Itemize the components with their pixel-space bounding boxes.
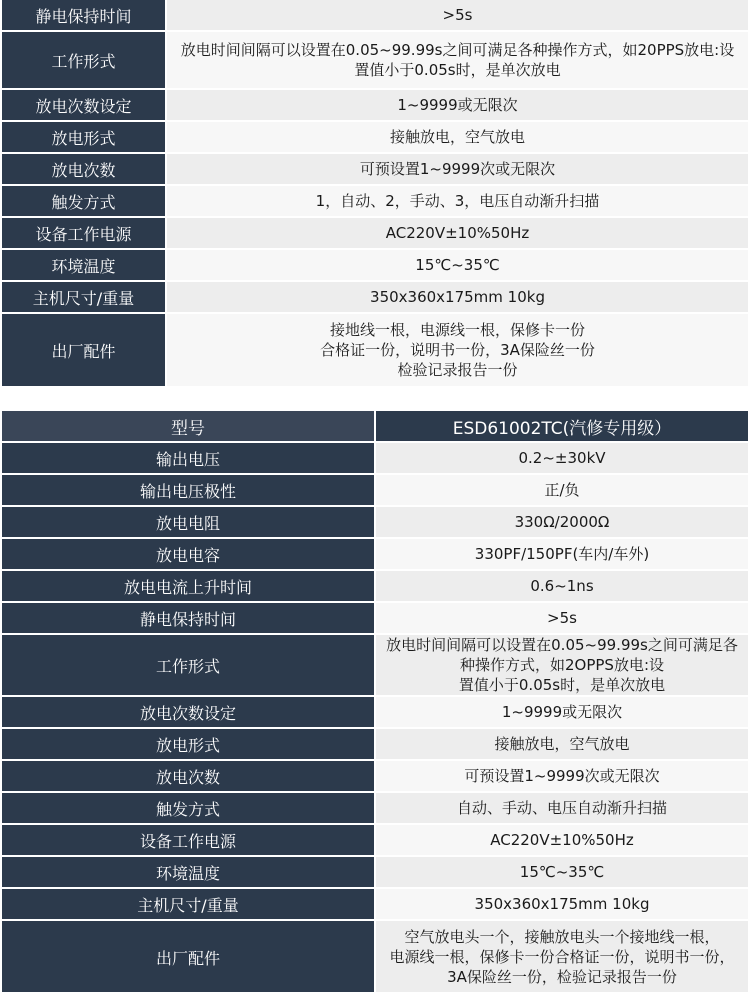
- spec-value-line: 空气放电头一个，接触放电头一个接地线一根，: [404, 928, 720, 946]
- spec-row: [2, 539, 748, 569]
- spec-value: [376, 889, 748, 919]
- spec-row: [2, 475, 748, 505]
- spec-value-line: 350x360x175mm 10kg: [370, 288, 545, 306]
- spec-row: [2, 635, 748, 695]
- spec-value-line: 1，自动、2，手动、3，电压自动渐升扫描: [315, 192, 600, 210]
- spec-label: 放电电流上升时间: [2, 571, 374, 601]
- spec-value-line: 0.2~±30kV: [518, 449, 606, 467]
- spec-value-line: 330PF/150PF(车内/车外): [474, 545, 650, 563]
- spec-label: 触发方式: [2, 793, 374, 823]
- spec-value: [167, 32, 748, 88]
- spec-row: [2, 729, 748, 759]
- spec-row: [2, 314, 748, 386]
- spec-label: 放电次数设定: [2, 90, 165, 120]
- spec-value-line: 可预设置1~9999次或无限次: [464, 767, 660, 785]
- spec-value: [167, 282, 748, 312]
- spec-value: [376, 729, 748, 759]
- spec-value: [376, 507, 748, 537]
- spec-label: 出厂配件: [2, 314, 165, 386]
- spec-value-line: 合格证一份，说明书一份，3A保险丝一份: [320, 341, 595, 359]
- spec-value: [167, 154, 748, 184]
- spec-label: 环境温度: [2, 250, 165, 280]
- spec-value-line: 0.6~1ns: [530, 577, 594, 595]
- spec-row: [2, 122, 748, 152]
- spec-value-line: 置值小于0.05s时，是单次放电: [354, 61, 561, 79]
- spec-value-line: 放电时间间隔可以设置在0.05~99.99s之间可满足各种操作方式，如20PPS放电:设: [180, 41, 735, 59]
- spec-value-line: 接地线一根，电源线一根，保修卡一份: [329, 321, 585, 339]
- spec-table-1: [0, 0, 750, 388]
- spec-label: 设备工作电源: [2, 825, 374, 855]
- spec-label: 放电电阻: [2, 507, 374, 537]
- spec-label: 放电次数: [2, 761, 374, 791]
- spec-value: [376, 825, 748, 855]
- spec-label: 设备工作电源: [2, 218, 165, 248]
- spec-row: [2, 921, 748, 992]
- spec-table-1-body: [2, 0, 748, 386]
- spec-row: [2, 507, 748, 537]
- spec-row: [2, 793, 748, 823]
- spec-value-line: AC220V±10%50Hz: [490, 831, 634, 849]
- spec-row: [2, 250, 748, 280]
- spec-row: [2, 761, 748, 791]
- spec-row: [2, 282, 748, 312]
- spec-table-2: [0, 409, 750, 992]
- model-value: ESD61002TC(汽修专用级）: [376, 411, 748, 441]
- spec-value: [167, 250, 748, 280]
- spec-value: [376, 603, 748, 633]
- spec-row: [2, 603, 748, 633]
- spec-value: [376, 921, 748, 992]
- spec-label: 主机尺寸/重量: [2, 889, 374, 919]
- spec-value-line: >5s: [547, 609, 577, 627]
- spec-label: 放电电容: [2, 539, 374, 569]
- spec-value: [376, 761, 748, 791]
- spec-value: [167, 218, 748, 248]
- spec-label: 工作形式: [2, 635, 374, 695]
- spec-label: 主机尺寸/重量: [2, 282, 165, 312]
- spec-value-line: 1~9999或无限次: [397, 96, 518, 114]
- spec-row: [2, 697, 748, 727]
- spec-label: 输出电压极性: [2, 475, 374, 505]
- spec-value: [167, 90, 748, 120]
- spec-value-line: 15℃~35℃: [519, 863, 605, 881]
- spec-value-line: 3A保险丝一份，检验记录报告一份: [447, 968, 677, 986]
- spec-value-line: 正/负: [544, 481, 580, 499]
- spec-value-line: 可预设置1~9999次或无限次: [359, 160, 556, 178]
- spec-row: [2, 443, 748, 473]
- spec-table-2-body: [2, 411, 748, 992]
- spec-value: [376, 571, 748, 601]
- spec-value-line: AC220V±10%50Hz: [385, 224, 530, 242]
- spec-value: [376, 635, 748, 695]
- spec-row: [2, 857, 748, 887]
- spec-label: 放电次数: [2, 154, 165, 184]
- spec-row: [2, 32, 748, 88]
- spec-value: [167, 314, 748, 386]
- spec-value: [376, 539, 748, 569]
- spec-value-line: 放电时间间隔可以设置在0.05~99.99s之间可满足各种操作方式，如2OPPS放电:设: [386, 636, 738, 674]
- spec-value-line: 自动、手动、电压自动渐升扫描: [456, 799, 667, 817]
- spec-row: [2, 154, 748, 184]
- spec-row: [2, 186, 748, 216]
- spec-row: [2, 825, 748, 855]
- spec-row: [2, 0, 748, 30]
- model-label: 型号: [2, 411, 374, 441]
- spec-value-line: 15℃~35℃: [415, 256, 500, 274]
- spec-value-line: >5s: [442, 6, 473, 24]
- spec-value: [167, 122, 748, 152]
- spec-value: [376, 475, 748, 505]
- spec-label: 放电形式: [2, 122, 165, 152]
- spec-row: [2, 571, 748, 601]
- spec-label: 触发方式: [2, 186, 165, 216]
- spec-label: 静电保持时间: [2, 603, 374, 633]
- spec-value-line: 接触放电，空气放电: [389, 128, 525, 146]
- spec-value-line: 电源线一根，保修卡一份合格证一份，说明书一份，: [389, 948, 735, 966]
- spec-value-line: 检验记录报告一份: [397, 361, 518, 379]
- spec-label: 输出电压: [2, 443, 374, 473]
- spec-label: 工作形式: [2, 32, 165, 88]
- spec-value: [376, 697, 748, 727]
- spec-value: [376, 857, 748, 887]
- spec-label: 放电形式: [2, 729, 374, 759]
- spec-row: [2, 90, 748, 120]
- spec-value: [167, 186, 748, 216]
- spec-value-line: 330Ω/2000Ω: [514, 513, 610, 531]
- spec-value: [167, 0, 748, 30]
- spec-row: [2, 218, 748, 248]
- spec-row: [2, 889, 748, 919]
- spec-value: [376, 793, 748, 823]
- model-header-row: [2, 411, 748, 441]
- spec-value-line: 1~9999或无限次: [501, 703, 623, 721]
- spec-value: [376, 443, 748, 473]
- spec-value-line: 350x360x175mm 10kg: [474, 895, 650, 913]
- spec-label: 放电次数设定: [2, 697, 374, 727]
- spec-value-line: 接触放电，空气放电: [494, 735, 630, 753]
- spec-label: 出厂配件: [2, 921, 374, 992]
- spec-value-line: 置值小于0.05s时，是单次放电: [458, 676, 666, 694]
- spec-label: 静电保持时间: [2, 0, 165, 30]
- spec-label: 环境温度: [2, 857, 374, 887]
